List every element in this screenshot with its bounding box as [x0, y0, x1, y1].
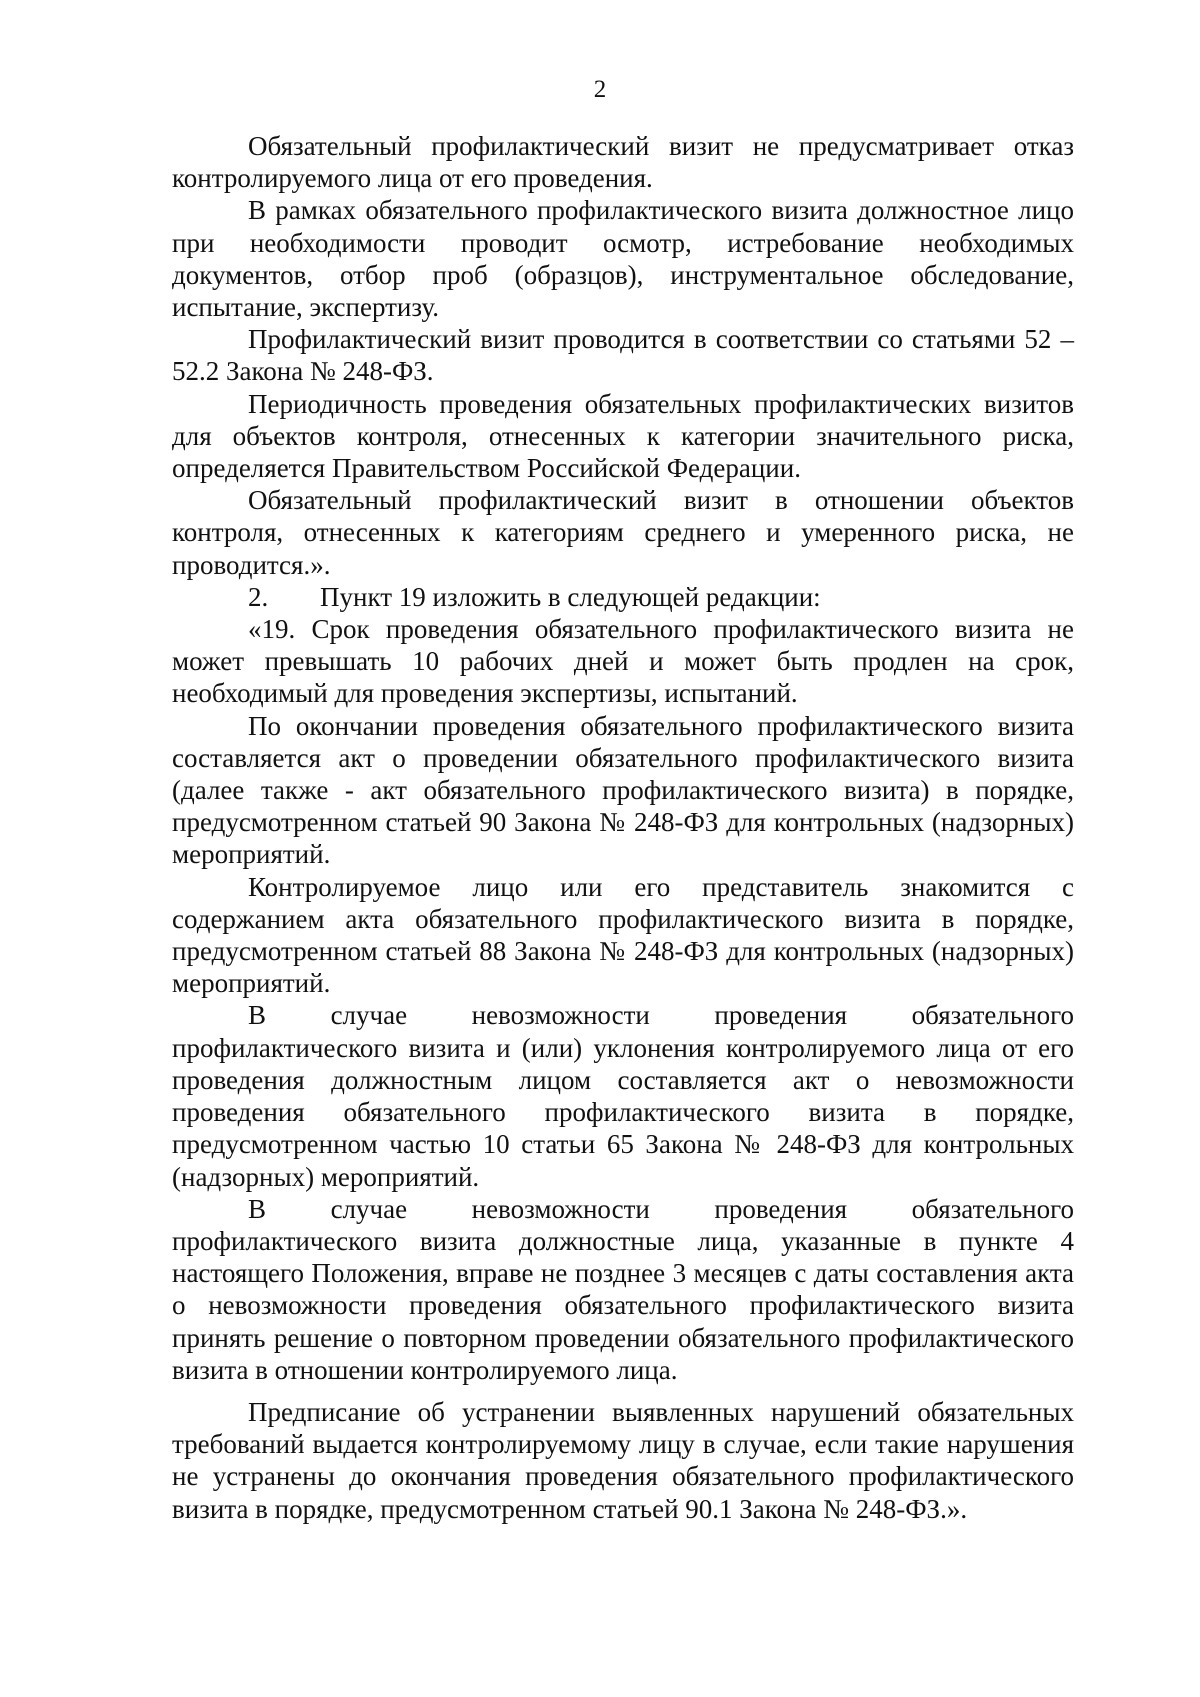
paragraph: Обязательный профилактический визит не предусматривает отказ контролируемого лица от его проведения.	[172, 131, 1074, 194]
paragraph: В случае невозможности проведения обязательного профилактического визита должностные лица, указанные в пункте 4 настоящего Положения, вправе не позднее 3 месяцев с даты составления акта о невозможности проведения обязательного профилактического визита принять решение о повторном проведении обязательного профилактического визита в отношении контролируемого лица.	[172, 1193, 1074, 1385]
paragraph: По окончании проведения обязательного профилактического визита составляется акт о проведении обязательного профилактического визита (далее также - акт обязательного профилактического визита) в порядке, предусмотренном статьей 90 Закона № 248-ФЗ для контрольных (надзорных) мероприятий.	[172, 710, 1074, 870]
paragraph: Контролируемое лицо или его представитель знакомится с содержанием акта обязательного профилактического визита в порядке, предусмотренном статьей 88 Закона № 248-ФЗ для контрольных (надзорных) мероприятий.	[172, 871, 1074, 999]
page-number: 2	[593, 76, 607, 103]
paragraph: «19. Срок проведения обязательного профилактического визита не может превышать 10 рабочих дней и может быть продлен на срок, необходимый для проведения экспертизы, испытаний.	[172, 614, 1074, 709]
paragraph: Обязательный профилактический визит в отношении объектов контроля, отнесенных к категориям среднего и умеренного риска, не проводится.».	[172, 485, 1074, 580]
numbered-item	[172, 581, 1074, 613]
paragraph: В случае невозможности проведения обязательного профилактического визита и (или) уклонения контролируемого лица от его проведения должностным лицом составляется акт о невозможности проведения обязательного профилактического визита в порядке, предусмотренном частью 10 статьи 65 Закона № 248-ФЗ для контрольных (надзорных) мероприятий.	[172, 1000, 1074, 1192]
paragraph: Предписание об устранении выявленных нарушений обязательных требований выдается контролируемому лицу в случае, если такие нарушения не устранены до окончания проведения обязательного профилактического визита в порядке, предусмотренном статьей 90.1 Закона № 248-ФЗ.».	[172, 1396, 1074, 1524]
paragraph: В рамках обязательного профилактического визита должностное лицо при необходимости проводит осмотр, истребование необходимых документов, отбор проб (образцов), инструментальное обследование, испытание, экспертизу.	[172, 195, 1074, 323]
item-text: Пункт 19 изложить в следующей редакции:	[320, 581, 821, 612]
paragraph: Периодичность проведения обязательных профилактических визитов для объектов контроля, отнесенных к категории значительного риска, определяется Правительством Российской Федерации.	[172, 388, 1074, 484]
document-body	[172, 130, 1074, 1525]
item-number: 2.	[248, 581, 269, 612]
paragraph: Профилактический визит проводится в соответствии со статьями 52 – 52.2 Закона № 248-ФЗ.	[172, 324, 1074, 387]
